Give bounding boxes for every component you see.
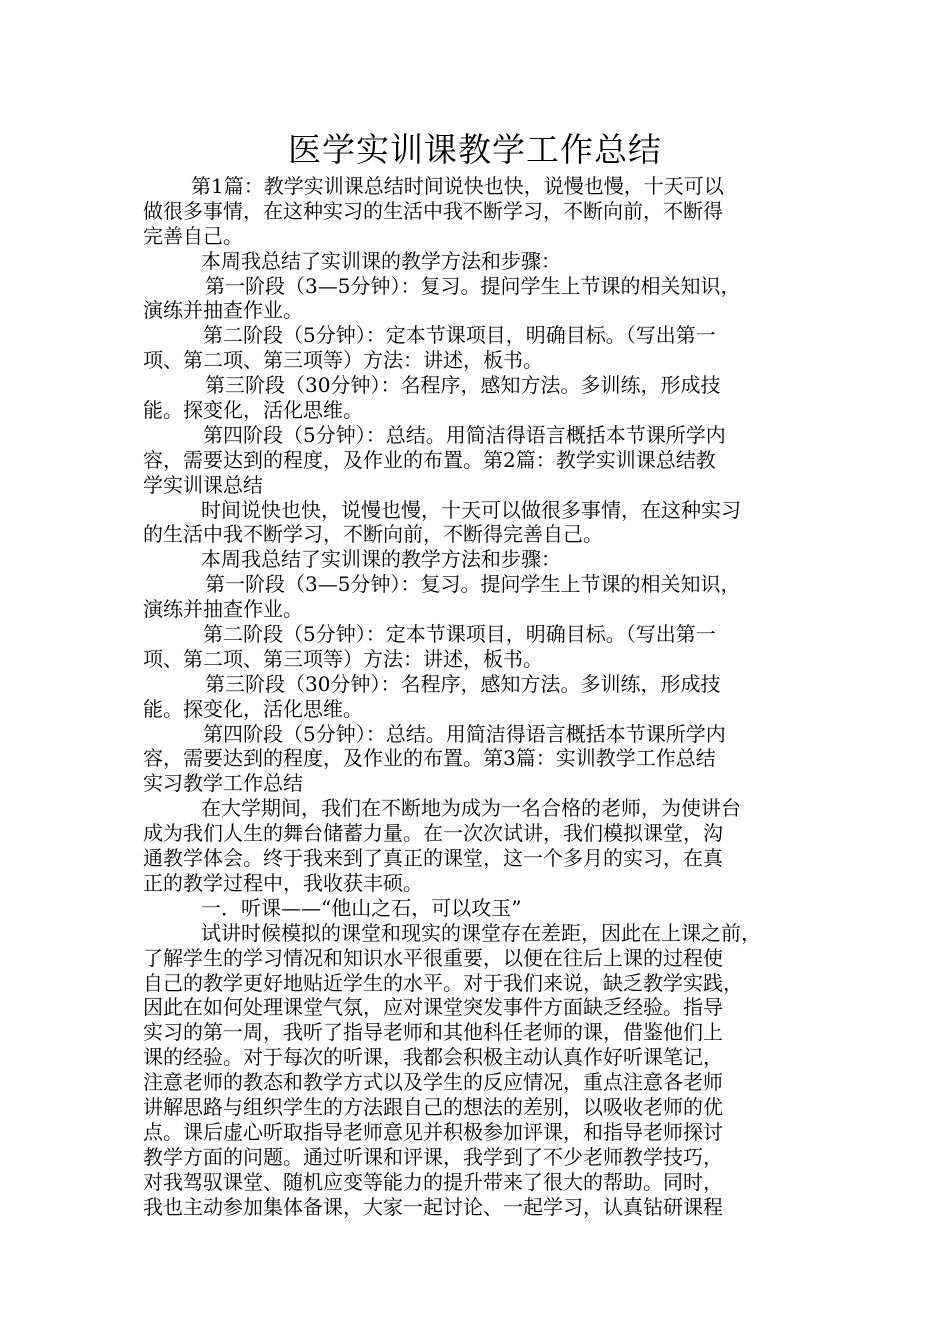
text-line: 的生活中我不断学习，不断向前，不断得完善自己。 xyxy=(143,522,603,547)
text-line: 通教学体会。终于我来到了真正的课堂，这一个多月的实习，在真 xyxy=(143,846,723,871)
text-line: 时间说快也快，说慢也慢，十天可以做很多事情，在这种实习 xyxy=(201,497,741,522)
text-line: 一．听课——“他山之石，可以攻玉” xyxy=(201,895,522,920)
page-title: 医学实训课教学工作总结 xyxy=(288,130,662,169)
text-line: 点。课后虚心听取指导老师意见并积极参加评课，和指导老师探讨 xyxy=(143,1119,723,1144)
document-body xyxy=(143,174,823,1219)
text-line: 做很多事情，在这种实习的生活中我不断学习，不断向前，不断得 xyxy=(143,198,723,223)
text-line: 了解学生的学习情况和知识水平很重要，以便在往后上课的过程使 xyxy=(143,945,723,970)
text-line: 正的教学过程中，我收获丰硕。 xyxy=(143,870,423,895)
text-line: 演练并抽查作业。 xyxy=(143,597,303,622)
text-line: 第一阶段（3—5分钟）：复习。提问学生上节课的相关知识， xyxy=(205,273,741,298)
text-line: 本周我总结了实训课的教学方法和步骤： xyxy=(201,248,561,273)
text-line: 项、第二项、第三项等）方法：讲述，板书。 xyxy=(143,348,543,373)
text-line: 成为我们人生的舞台储蓄力量。在一次次试讲，我们模拟课堂，沟 xyxy=(143,821,723,846)
text-line: 项、第二项、第三项等）方法：讲述，板书。 xyxy=(143,646,543,671)
text-line: 试讲时候模拟的课堂和现实的课堂存在差距，因此在上课之前， xyxy=(201,920,761,945)
text-line: 我也主动参加集体备课，大家一起讨论、一起学习，认真钻研课程 xyxy=(143,1194,723,1219)
text-line: 第1篇：教学实训课总结时间说快也快，说慢也慢，十天可以 xyxy=(191,174,724,198)
text-line: 容，需要达到的程度，及作业的布置。第3篇：实训教学工作总结 xyxy=(143,746,716,771)
text-line: 容，需要达到的程度，及作业的布置。第2篇：教学实训课总结教 xyxy=(143,447,716,472)
text-line: 第二阶段（5分钟）：定本节课项目，明确目标。（写出第一 xyxy=(203,622,716,647)
text-line: 因此在如何处理课堂气氛，应对课堂突发事件方面缺乏经验。指导 xyxy=(143,995,723,1020)
text-line: 教学方面的问题。通过听课和评课，我学到了不少老师教学技巧， xyxy=(143,1144,723,1169)
text-line: 实习教学工作总结 xyxy=(143,771,303,796)
text-line: 本周我总结了实训课的教学方法和步骤： xyxy=(201,547,561,572)
text-line: 实习的第一周，我听了指导老师和其他科任老师的课，借鉴他们上 xyxy=(143,1020,723,1045)
text-line: 演练并抽查作业。 xyxy=(143,298,303,323)
text-line: 自己的教学更好地贴近学生的水平。对于我们来说，缺乏教学实践， xyxy=(143,970,743,995)
text-line: 学实训课总结 xyxy=(143,472,263,497)
text-line: 第三阶段（30分钟）：名程序，感知方法。多训练，形成技 xyxy=(205,671,721,696)
text-line: 对我驾驭课堂、随机应变等能力的提升带来了很大的帮助。同时， xyxy=(143,1169,723,1194)
text-line: 第三阶段（30分钟）：名程序，感知方法。多训练，形成技 xyxy=(205,373,721,398)
text-line: 第四阶段（5分钟）：总结。用简洁得语言概括本节课所学内 xyxy=(203,721,726,746)
text-line: 第四阶段（5分钟）：总结。用简洁得语言概括本节课所学内 xyxy=(203,422,726,447)
text-line: 讲解思路与组织学生的方法跟自己的想法的差别，以吸收老师的优 xyxy=(143,1094,723,1119)
text-line: 能。探变化，活化思维。 xyxy=(143,696,363,721)
text-line: 完善自己。 xyxy=(143,223,243,248)
text-line: 注意老师的教态和教学方式以及学生的反应情况，重点注意各老师 xyxy=(143,1070,723,1095)
text-line: 在大学期间，我们在不断地为成为一名合格的老师，为使讲台 xyxy=(201,796,741,821)
text-line: 第一阶段（3—5分钟）：复习。提问学生上节课的相关知识， xyxy=(205,572,741,597)
text-line: 课的经验。对于每次的听课，我都会积极主动认真作好听课笔记， xyxy=(143,1045,723,1070)
text-line: 第二阶段（5分钟）：定本节课项目，明确目标。（写出第一 xyxy=(203,323,716,348)
text-line: 能。探变化，活化思维。 xyxy=(143,398,363,423)
